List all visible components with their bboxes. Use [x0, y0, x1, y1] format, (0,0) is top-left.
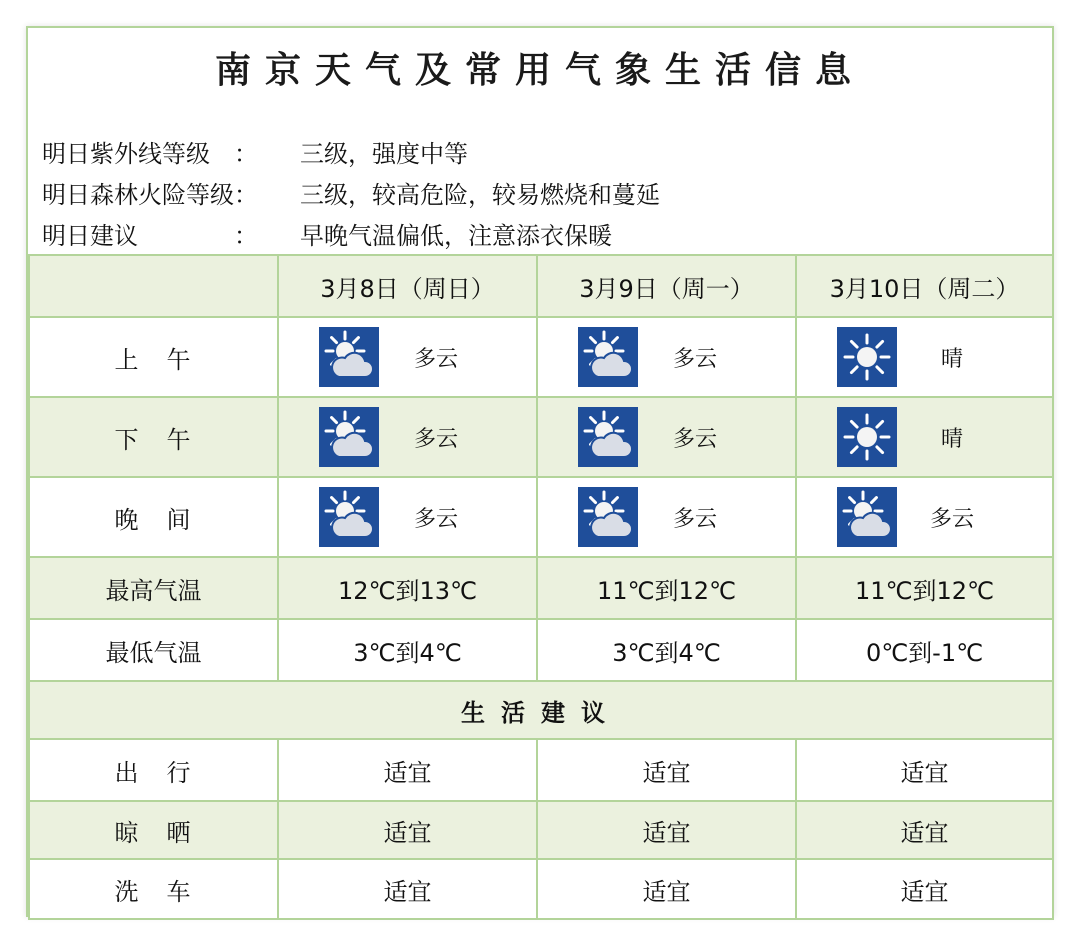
date-header: 3月8日（周日） [278, 255, 537, 317]
high-temp-value: 12℃到13℃ [278, 557, 537, 619]
life-value: 适宜 [278, 801, 537, 859]
condition-text: 多云 [672, 506, 717, 532]
period-label: 上 午 [29, 317, 278, 397]
life-advice-header-row [29, 681, 1053, 739]
uv-level-line [42, 134, 468, 169]
life-value: 适宜 [796, 739, 1053, 801]
condition-cell [537, 477, 796, 557]
afternoon-row [29, 397, 1053, 477]
period-label: 晚 间 [29, 477, 278, 557]
condition-text: 晴 [940, 426, 963, 452]
low-temp-row [29, 619, 1053, 681]
fire-risk-label: 明日森林火险等级： [42, 181, 258, 209]
life-row-drying [29, 801, 1053, 859]
condition-text: 多云 [413, 426, 458, 452]
corner-cell [29, 255, 278, 317]
condition-cell [796, 317, 1053, 397]
condition-text: 多云 [413, 506, 458, 532]
condition-cell [537, 397, 796, 477]
life-advice-heading: 生活建议 [29, 681, 1053, 739]
life-label: 出 行 [29, 739, 278, 801]
condition-cell [278, 317, 537, 397]
advice-value: 早晚气温偏低，注意添衣保暖 [300, 222, 612, 250]
sunny-icon [837, 327, 897, 387]
weather-table [28, 254, 1054, 920]
life-label: 晾 晒 [29, 801, 278, 859]
condition-cell [796, 397, 1053, 477]
partly-cloudy-icon [319, 487, 379, 547]
condition-cell [278, 477, 537, 557]
date-header: 3月9日（周一） [537, 255, 796, 317]
date-header: 3月10日（周二） [796, 255, 1053, 317]
morning-row [29, 317, 1053, 397]
fire-risk-value: 三级，较高危险，较易燃烧和蔓延 [300, 181, 660, 209]
partly-cloudy-icon [319, 407, 379, 467]
life-value: 适宜 [796, 801, 1053, 859]
condition-text: 多云 [672, 426, 717, 452]
partly-cloudy-icon [837, 487, 897, 547]
partly-cloudy-icon [578, 327, 638, 387]
life-row-carwash [29, 859, 1053, 919]
low-temp-value: 3℃到4℃ [537, 619, 796, 681]
uv-level-value: 三级，强度中等 [300, 140, 468, 168]
condition-cell [278, 397, 537, 477]
life-value: 适宜 [278, 739, 537, 801]
partly-cloudy-icon [578, 407, 638, 467]
life-value: 适宜 [537, 801, 796, 859]
life-value: 适宜 [537, 739, 796, 801]
weather-card [26, 26, 1054, 917]
period-label: 下 午 [29, 397, 278, 477]
partly-cloudy-icon [319, 327, 379, 387]
high-temp-value: 11℃到12℃ [796, 557, 1053, 619]
sunny-icon [837, 407, 897, 467]
life-value: 适宜 [537, 859, 796, 919]
condition-text: 多云 [672, 346, 717, 372]
date-header-row [29, 255, 1053, 317]
life-value: 适宜 [796, 859, 1053, 919]
condition-text: 晴 [940, 346, 963, 372]
low-temp-value: 3℃到4℃ [278, 619, 537, 681]
condition-cell [537, 317, 796, 397]
advice-line [42, 216, 612, 251]
low-temp-value: 0℃到-1℃ [796, 619, 1053, 681]
partly-cloudy-icon [578, 487, 638, 547]
life-value: 适宜 [278, 859, 537, 919]
fire-risk-line [42, 175, 660, 210]
condition-text: 多云 [413, 346, 458, 372]
life-label: 洗 车 [29, 859, 278, 919]
low-temp-label: 最低气温 [29, 619, 278, 681]
evening-row [29, 477, 1053, 557]
condition-text: 多云 [929, 506, 974, 532]
advice-label: 明日建议 ： [42, 222, 258, 250]
condition-cell [796, 477, 1053, 557]
page-title: 南京天气及常用气象生活信息 [214, 49, 865, 91]
high-temp-value: 11℃到12℃ [537, 557, 796, 619]
high-temp-row [29, 557, 1053, 619]
uv-level-label: 明日紫外线等级 ： [42, 140, 258, 168]
life-row-travel [29, 739, 1053, 801]
high-temp-label: 最高气温 [29, 557, 278, 619]
